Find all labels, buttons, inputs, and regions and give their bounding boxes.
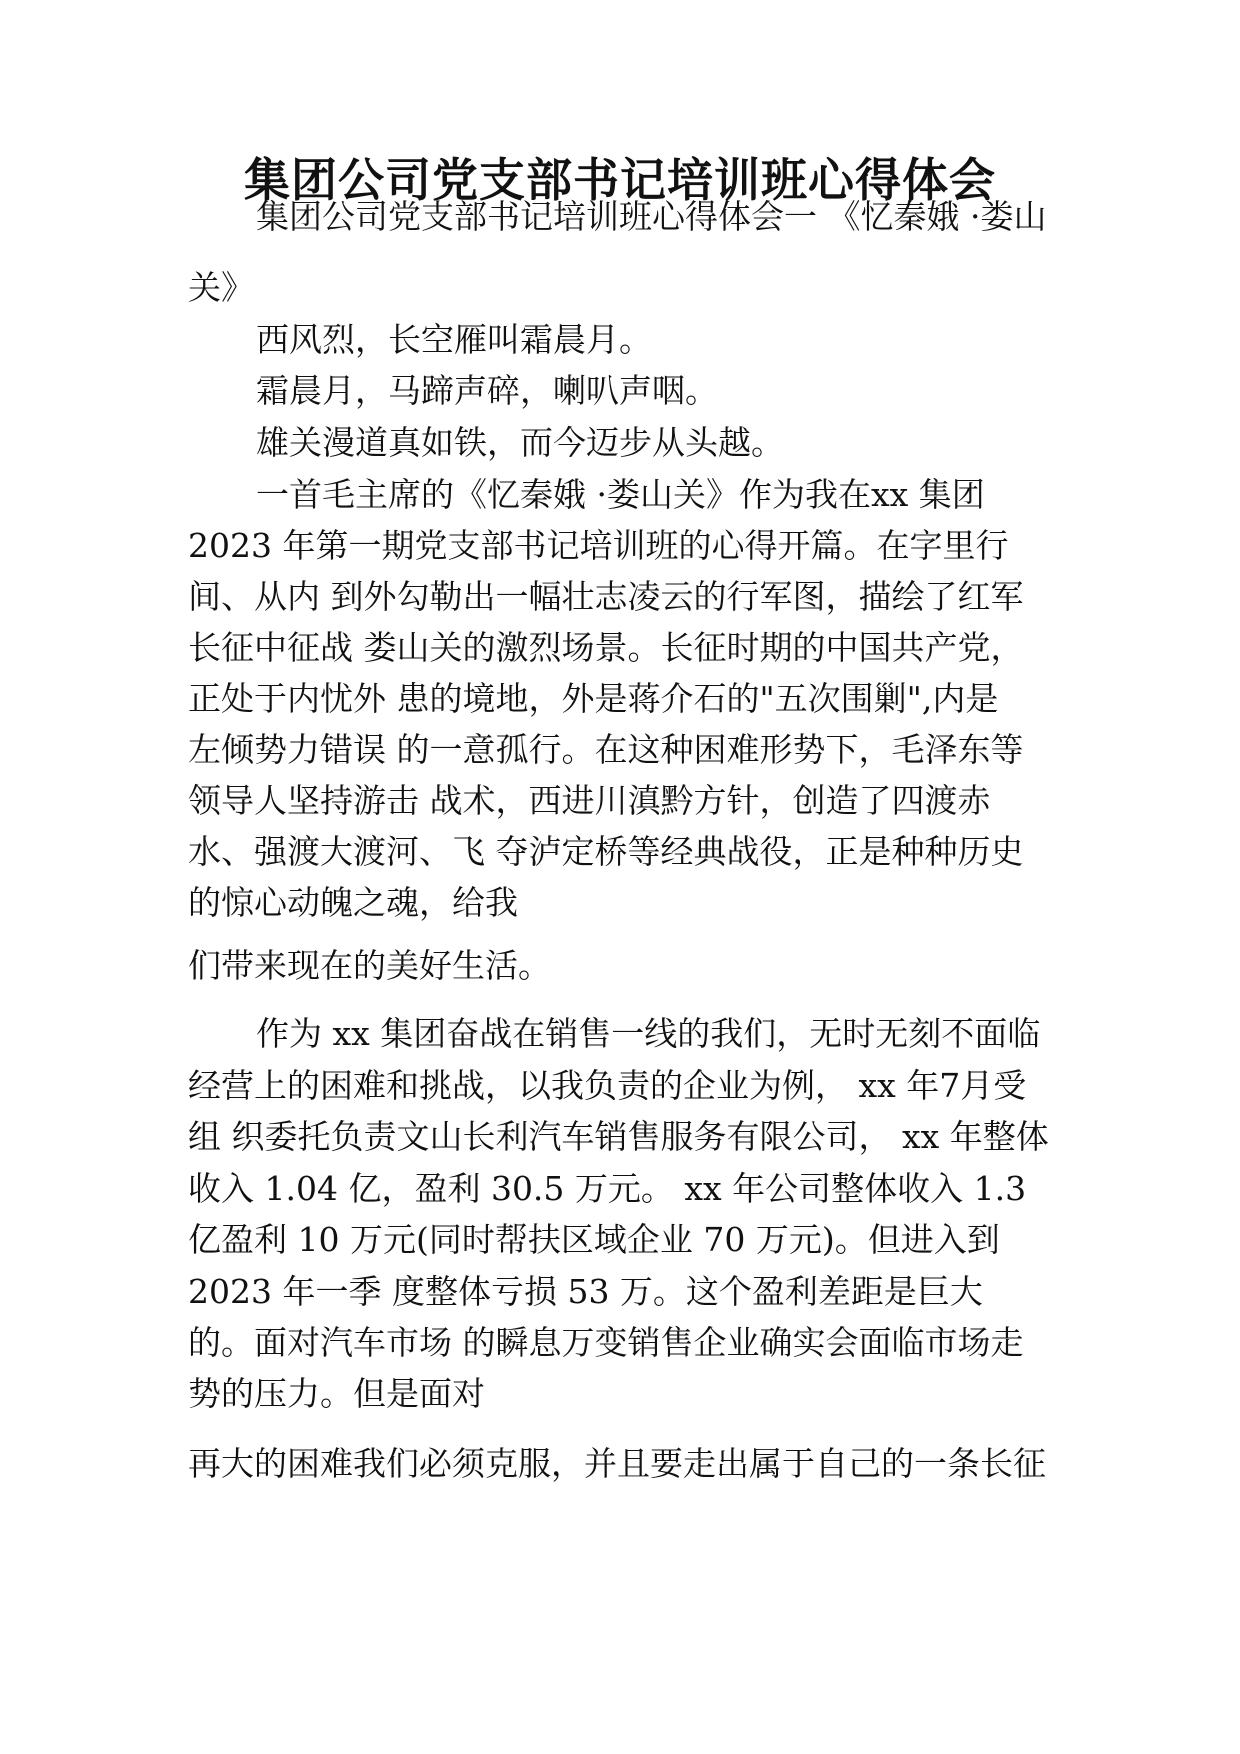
text-line: 长征中征战 娄山关的激烈场景。长征时期的中国共产党， bbox=[188, 628, 1024, 667]
text-line: 霜晨月，马蹄声碎，喇叭声咽。 bbox=[256, 371, 718, 410]
text-line: 2023 年第一期党支部书记培训班的心得开篇。在字里行 bbox=[188, 526, 1009, 565]
text-line: 组 织委托负责文山长利汽车销售服务有限公司， xx 年整体 bbox=[188, 1117, 1049, 1156]
text-line: 正处于内忧外 患的境地，外是蒋介石的"五次围剿",内是 bbox=[188, 679, 999, 718]
text-line: 的惊心动魄之魂，给我 bbox=[188, 883, 518, 922]
text-line: 们带来现在的美好生活。 bbox=[188, 946, 551, 985]
text-line: 领导人坚持游击 战术，西进川滇黔方针，创造了四渡赤 bbox=[188, 781, 991, 820]
text-line: 收入 1.04 亿，盈利 30.5 万元。 xx 年公司整体收入 1.3 bbox=[188, 1169, 1027, 1208]
text-line: 西风烈，长空雁叫霜晨月。 bbox=[256, 320, 652, 359]
text-line: 亿盈利 10 万元(同时帮扶区域企业 70 万元)。但进入到 bbox=[188, 1220, 1000, 1259]
text-line: 雄关漫道真如铁，而今迈步从头越。 bbox=[256, 423, 784, 462]
text-line: 的。面对汽车市场 的瞬息万变销售企业确实会面临市场走 bbox=[188, 1323, 1024, 1362]
text-line: 一首毛主席的《忆秦娥 ·娄山关》作为我在xx 集团 bbox=[256, 475, 985, 514]
text-line: 经营上的困难和挑战，以我负责的企业为例， xx 年7月受 bbox=[188, 1066, 1027, 1105]
text-line: 水、强渡大渡河、飞 夺泸定桥等经典战役，正是种种历史 bbox=[188, 832, 1024, 871]
text-line: 间、从内 到外勾勒出一幅壮志凌云的行军图，描绘了红军 bbox=[188, 577, 1024, 616]
text-line: 作为 xx 集团奋战在销售一线的我们，无时无刻不面临 bbox=[256, 1014, 1041, 1053]
text-line: 左倾势力错误 的一意孤行。在这种困难形势下，毛泽东等 bbox=[188, 730, 1024, 769]
text-line: 集团公司党支部书记培训班心得体会一 《忆秦娥 ·娄山 bbox=[256, 197, 1047, 236]
document-title: 集团公司党支部书记培训班心得体会 bbox=[244, 153, 996, 207]
text-line: 再大的困难我们必须克服，并且要走出属于自己的一条长征 bbox=[188, 1444, 1046, 1483]
text-line: 2023 年一季 度整体亏损 53 万。这个盈利差距是巨大 bbox=[188, 1272, 983, 1311]
text-line: 关》 bbox=[188, 268, 254, 307]
text-line: 势的压力。但是面对 bbox=[188, 1374, 485, 1413]
